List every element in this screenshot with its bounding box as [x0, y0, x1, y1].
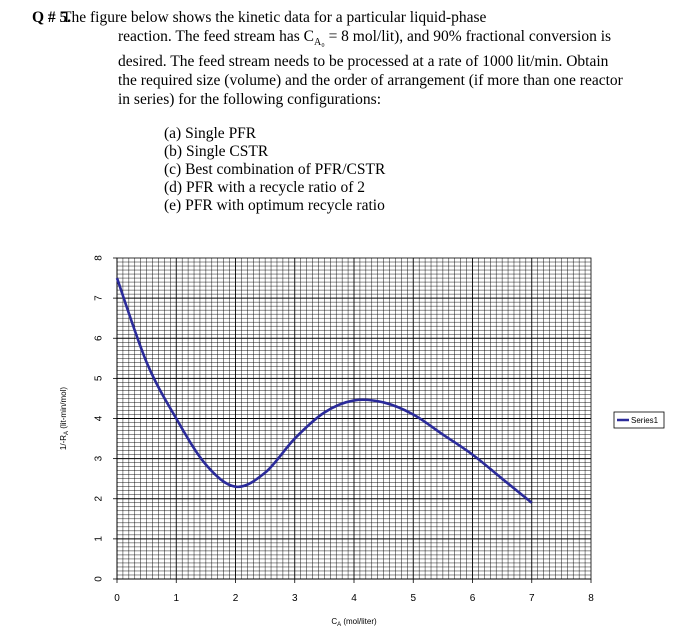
- x-axis-label-main: C: [331, 617, 338, 626]
- question-text: [62, 8, 678, 109]
- option-a: (a) Single PFR: [164, 125, 257, 142]
- x-tick-label: 3: [291, 593, 298, 604]
- x-tick-label: 1: [173, 593, 180, 604]
- question-line-2-rest: = 8 mol/lit), and 90% fractional conversion is: [324, 28, 612, 45]
- x-axis-label-sub: A: [337, 622, 342, 627]
- x-tick-label: 2: [232, 593, 239, 604]
- option-e: (e) PFR with optimum recycle ratio: [164, 197, 385, 214]
- option-c: (c) Best combination of PFR/CSTR: [164, 161, 386, 178]
- x-tick-label: 6: [469, 593, 476, 604]
- x-axis-label-rest: (mol/liter): [341, 617, 377, 626]
- option-d: (d) PFR with a recycle ratio of 2: [164, 179, 366, 196]
- y-tick-label: 8: [93, 255, 105, 261]
- y-tick-label: 6: [93, 335, 105, 342]
- question-line-2: [118, 28, 612, 49]
- y-tick-label: 1: [93, 536, 105, 542]
- y-tick-label: 7: [93, 295, 105, 301]
- x-tick-label: 4: [351, 593, 357, 604]
- question-label: Q # 5.: [32, 9, 72, 26]
- y-axis-label-rest: (lit-min/mol): [59, 386, 68, 431]
- question-line-2-text: reaction. The feed stream has C: [118, 28, 314, 45]
- x-axis-label-text: [331, 617, 377, 627]
- y-tick-label: 2: [93, 495, 105, 502]
- y-axis-label-main: 1/-R: [59, 434, 68, 451]
- y-axis-label-sub: A: [64, 430, 70, 435]
- question-line-5: in series) for the following configurations:: [118, 91, 382, 109]
- question-line-3: desired. The feed stream needs to be processed at a rate of 1000 lit/min. Obtain: [118, 53, 609, 71]
- y-tick-label: 0: [93, 576, 105, 582]
- question-line-4: the required size (volume) and the order of arrangement (if more than one reactor: [118, 72, 623, 90]
- y-tick-label: 4: [93, 415, 105, 422]
- legend-series-label: Series1: [631, 416, 659, 425]
- x-tick-label: 8: [588, 593, 594, 604]
- chart-legend: [614, 412, 664, 428]
- chart-grid: [117, 258, 591, 579]
- x-axis-label: [331, 617, 377, 627]
- y-tick-label: 3: [93, 455, 105, 462]
- concentration-subscript: A₀: [313, 37, 325, 49]
- x-tick-label: 0: [114, 593, 120, 604]
- kinetic-data-chart: [0, 240, 696, 627]
- x-tick-label: 7: [528, 593, 535, 604]
- x-tick-label: 5: [410, 593, 417, 604]
- options-list: [164, 125, 385, 215]
- y-tick-label: 5: [93, 375, 105, 382]
- y-axis-label: [59, 387, 70, 450]
- y-axis-label-text: [59, 387, 70, 450]
- option-b: (b) Single CSTR: [164, 143, 269, 160]
- question-line-1: The figure below shows the kinetic data for a particular liquid-phase: [62, 9, 487, 26]
